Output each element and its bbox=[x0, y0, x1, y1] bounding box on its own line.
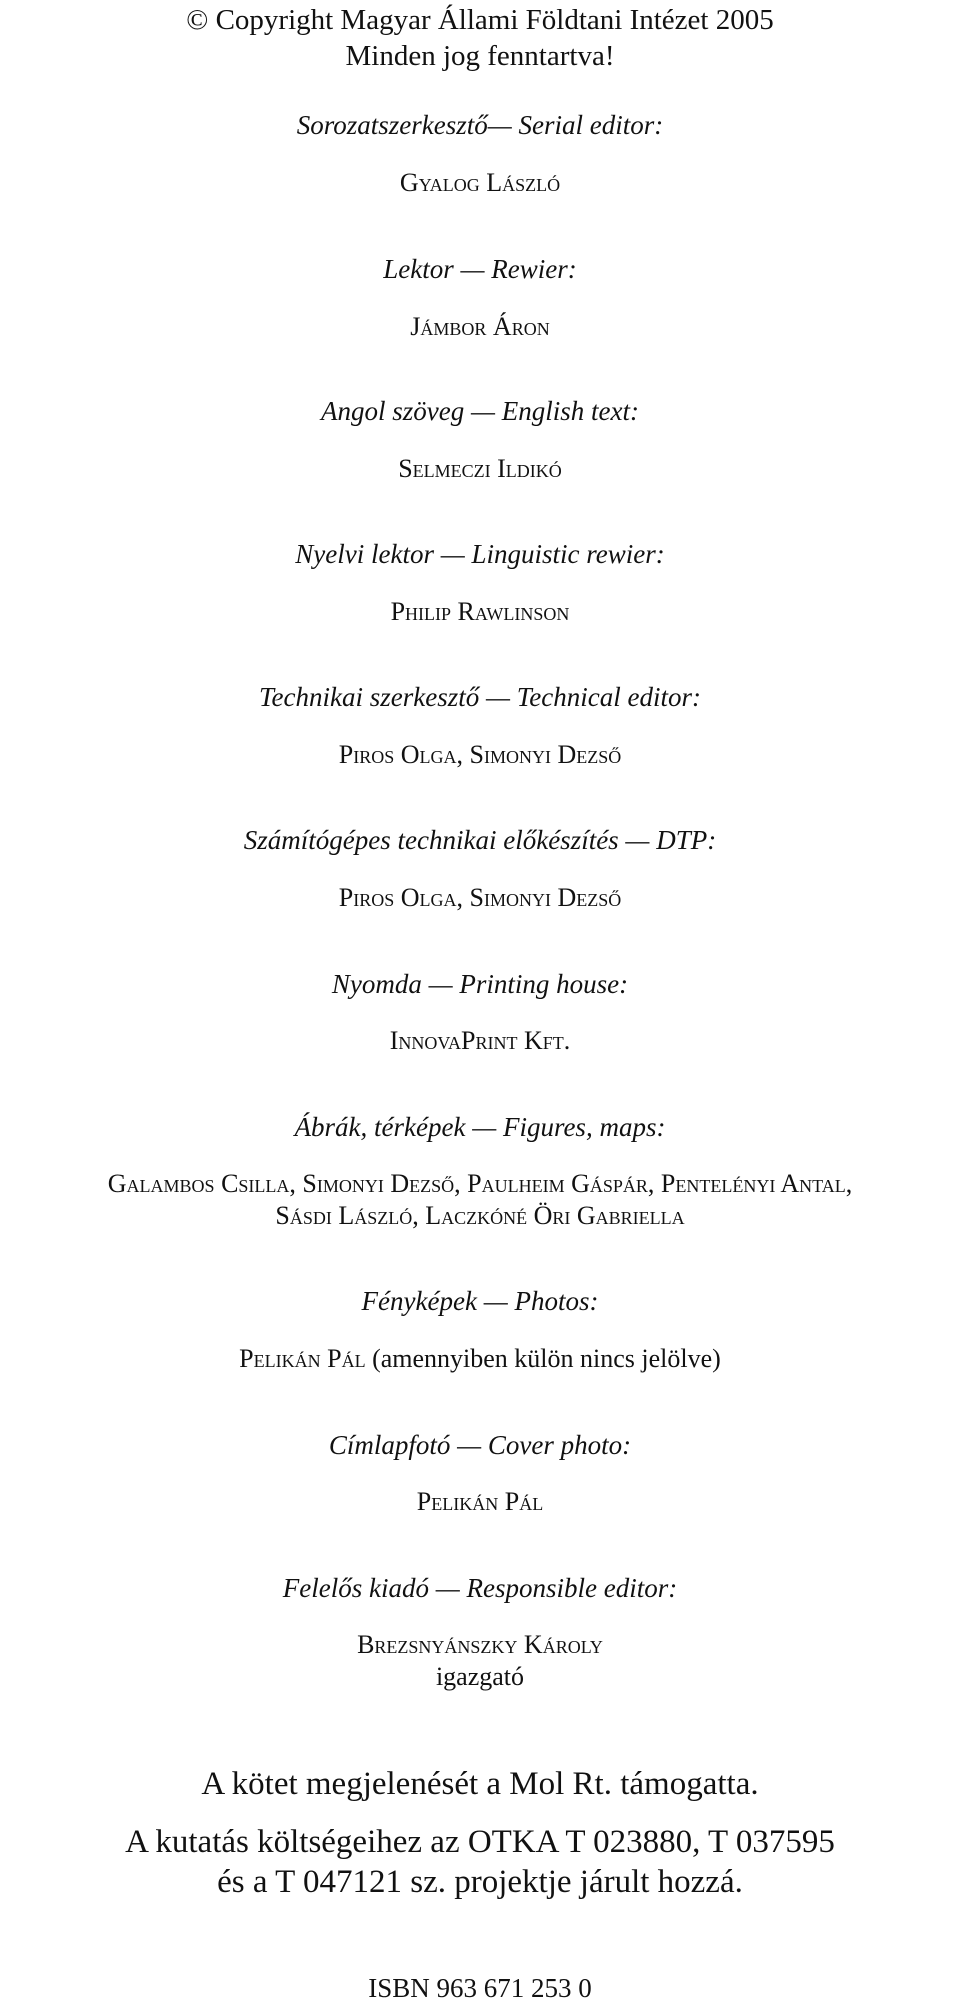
credit-role-linguistic-reviewer: Nyelvi lektor — Linguistic rewier: bbox=[295, 539, 665, 569]
support-line-1: A kötet megjelenését a Mol Rt. támogatta. bbox=[201, 1766, 759, 1802]
copyright-line: © Copyright Magyar Állami Földtani Intézet 2005 bbox=[186, 4, 774, 36]
credit-name-dtp: Piros Olga, Simonyi Dezső bbox=[338, 883, 622, 912]
credit-name-linguistic-reviewer: Philip Rawlinson bbox=[390, 597, 570, 626]
credit-role-english-text: Angol szöveg — English text: bbox=[321, 396, 639, 426]
credit-role-reviewer: Lektor — Rewier: bbox=[383, 254, 577, 284]
credit-line-photos bbox=[0, 1346, 960, 1372]
credit-role-cover-photo: Címlapfotó — Cover photo: bbox=[328, 1430, 632, 1460]
credit-role-dtp: Számítógépes technikai előkészítés — DTP: bbox=[243, 825, 717, 855]
support-line-3: és a T 047121 sz. projektje járult hozzá. bbox=[217, 1864, 743, 1900]
support-line-2: A kutatás költségeihez az OTKA T 023880, T 037595 bbox=[125, 1824, 835, 1860]
credit-name-photos: Pelikán Pál bbox=[239, 1344, 366, 1373]
credit-role-photos: Fényképek — Photos: bbox=[361, 1286, 599, 1316]
credit-role-responsible-editor: Felelős kiadó — Responsible editor: bbox=[282, 1573, 678, 1603]
credit-name-figures-maps-line2: Sásdi László, Laczkóné Öri Gabriella bbox=[275, 1201, 685, 1230]
credit-note-photos: (amennyiben külön nincs jelölve) bbox=[372, 1344, 721, 1373]
credit-name-cover-photo: Pelikán Pál bbox=[416, 1487, 544, 1516]
credit-name-english-text: Selmeczi Ildikó bbox=[398, 454, 562, 483]
credit-name-figures-maps-line1: Galambos Csilla, Simonyi Dezső, Paulheim Gáspár, Pentelényi Antal, bbox=[107, 1169, 853, 1198]
credit-name-printing-house: InnovaPrint Kft. bbox=[389, 1026, 571, 1055]
credit-name-responsible-editor: Brezsnyánszky Károly bbox=[357, 1630, 603, 1659]
credit-role-technical-editor: Technikai szerkesztő — Technical editor: bbox=[259, 682, 701, 712]
rights-reserved-line: Minden jog fenntartva! bbox=[345, 40, 615, 72]
credit-name-technical-editor: Piros Olga, Simonyi Dezső bbox=[338, 740, 622, 769]
credit-name-serial-editor: Gyalog László bbox=[399, 168, 561, 197]
credit-name-reviewer: Jámbor Áron bbox=[410, 312, 550, 341]
credit-role-printing-house: Nyomda — Printing house: bbox=[331, 969, 629, 999]
isbn: ISBN 963 671 253 0 bbox=[368, 1973, 592, 2003]
credit-title-responsible-editor: igazgató bbox=[435, 1662, 525, 1691]
credit-role-serial-editor: Sorozatszerkesztő— Serial editor: bbox=[296, 110, 664, 140]
credit-role-figures-maps: Ábrák, térképek — Figures, maps: bbox=[294, 1112, 666, 1142]
